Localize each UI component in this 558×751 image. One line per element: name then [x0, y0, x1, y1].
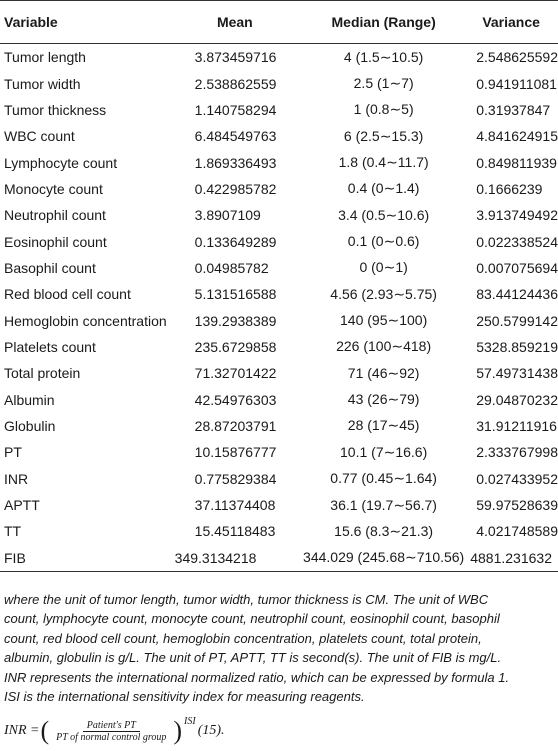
cell-mean: 5.131516588 [194, 286, 277, 303]
cell-variable: Platelets count [4, 338, 96, 355]
cell-variance: 4.841624915 [476, 128, 558, 145]
cell-median-range: 15.6 (8.3∼21.3) [334, 522, 434, 539]
column-header-variable: Variable [0, 1, 167, 44]
table-row [0, 545, 558, 572]
cell-mean: 28.87203791 [194, 417, 277, 434]
column-header-median-range: Median (Range) [303, 1, 464, 44]
cell-mean: 42.54976303 [194, 391, 277, 408]
cell-variance: 0.941911081 [476, 75, 557, 92]
cell-variable: Lymphocyte count [4, 154, 118, 171]
footnote-line: INR represents the international normalized ratio, which can be expressed by formula 1. [4, 669, 510, 685]
cell-variance: 83.44124436 [476, 286, 558, 303]
table-row [0, 202, 558, 228]
cell-variance: 29.04870232 [476, 391, 558, 408]
cell-variance: 0.007075694 [476, 259, 558, 276]
cell-variance: 2.548625592 [476, 49, 558, 66]
cell-variance: 0.849811939 [476, 154, 557, 171]
cell-variance: 31.91211916 [476, 417, 557, 434]
cell-variance: 2.333767998 [476, 444, 558, 461]
footnote-line: albumin, globulin is g/L. The unit of PT, APTT, TT is second(s). The unit of FIB is mg/L. [4, 650, 502, 666]
table-row [0, 386, 558, 412]
table-row [0, 492, 558, 518]
cell-variance: 0.027433952 [476, 470, 558, 487]
table-footnote [4, 590, 554, 706]
cell-median-range: 344.029 (245.68∼710.56) [303, 545, 464, 572]
cell-variance: 4881.231632 [464, 545, 558, 572]
cell-variance: 3.913749492 [476, 207, 558, 224]
cell-median-range: 3.4 (0.5∼10.6) [338, 206, 430, 223]
cell-variance: 5328.859219 [476, 338, 558, 355]
cell-median-range: 36.1 (19.7∼56.7) [330, 496, 437, 513]
cell-variable: FIB [0, 545, 167, 572]
cell-median-range: 4 (1.5∼10.5) [343, 48, 424, 65]
table-body [0, 44, 558, 572]
table-row [0, 439, 558, 465]
cell-mean: 0.04985782 [194, 259, 269, 276]
formula-denominator: PT of normal control group [56, 731, 167, 743]
cell-median-range: 140 (95∼100) [340, 312, 428, 329]
cell-mean: 0.133649289 [194, 233, 277, 250]
table-row [0, 360, 558, 386]
cell-mean: 10.15876777 [194, 444, 277, 461]
cell-median-range: 0.77 (0.45∼1.64) [330, 470, 437, 487]
table-row [0, 307, 558, 333]
cell-median-range: 4.56 (2.93∼5.75) [330, 285, 437, 302]
table-row [0, 44, 558, 71]
cell-median-range: 43 (26∼79) [347, 391, 420, 408]
cell-variable: WBC count [4, 128, 75, 145]
cell-variable: Red blood cell count [4, 286, 131, 303]
cell-variance: 0.022338524 [476, 233, 558, 250]
cell-median-range: 10.1 (7∼16.6) [340, 443, 428, 460]
footnote-line: count, lymphocyte count, monocyte count, neutrophil count, eosinophil count, basophil [4, 611, 500, 627]
cell-mean: 15.45118483 [194, 523, 276, 540]
cell-variable: APTT [4, 497, 40, 514]
cell-variable: Tumor thickness [4, 101, 107, 118]
cell-mean: 0.775829384 [194, 470, 277, 487]
table-row [0, 413, 558, 439]
cell-variable: Neutrophil count [4, 207, 106, 224]
inr-formula [4, 716, 225, 746]
cell-median-range: 6 (2.5∼15.3) [343, 127, 424, 144]
cell-mean: 3.873459716 [194, 49, 277, 66]
cell-mean: 349.3134218 [167, 545, 303, 572]
column-header-mean: Mean [167, 1, 303, 44]
table-row [0, 466, 558, 492]
formula-numerator: Patient's PT [83, 720, 140, 732]
cell-variance: 59.97528639 [476, 497, 558, 514]
cell-variable: TT [4, 523, 22, 540]
left-parenthesis: ( [40, 716, 50, 745]
cell-mean: 37.11374408 [194, 497, 276, 514]
cell-variable: Basophil count [4, 259, 96, 276]
table-row [0, 149, 558, 175]
cell-variable: PT [4, 444, 22, 461]
cell-variance: 0.31937847 [476, 101, 551, 118]
footnote-line: count, red blood cell count, hemoglobin concentration, platelets count, total protein, [4, 630, 482, 646]
cell-mean: 1.869336493 [194, 154, 277, 171]
cell-median-range: 0.1 (0∼0.6) [347, 233, 420, 250]
cell-mean: 0.422985782 [194, 180, 277, 197]
cell-mean: 6.484549763 [194, 128, 277, 145]
cell-variance: 0.1666239 [476, 180, 543, 197]
cell-mean: 3.8907109 [194, 207, 261, 224]
cell-median-range: 226 (100∼418) [336, 338, 432, 355]
cell-median-range: 2.5 (1∼7) [353, 75, 414, 92]
cell-variable: Hemoglobin concentration [4, 312, 167, 329]
cell-variable: INR [4, 470, 29, 487]
cell-mean: 139.2938389 [194, 312, 277, 329]
cell-median-range: 71 (46∼92) [347, 364, 420, 381]
right-parenthesis: ) [173, 716, 183, 745]
cell-median-range: 1 (0.8∼5) [353, 101, 414, 118]
table-row [0, 228, 558, 254]
table-row [0, 97, 558, 123]
cell-variable: Total protein [4, 365, 81, 382]
cell-median-range: 1.8 (0.4∼11.7) [338, 154, 429, 171]
cell-variance: 250.5799142 [476, 312, 558, 329]
cell-variable: Globulin [4, 417, 56, 434]
cell-variable: Albumin [4, 391, 55, 408]
cell-median-range: 0 (0∼1) [359, 259, 408, 276]
cell-variance: 4.021748589 [476, 523, 558, 540]
header-row [0, 1, 558, 44]
cell-median-range: 28 (17∼45) [347, 417, 420, 434]
cell-mean: 235.6729858 [194, 338, 277, 355]
column-header-variance: Variance [464, 1, 558, 44]
cell-mean: 1.140758294 [194, 101, 277, 118]
cell-variable: Tumor length [4, 49, 86, 66]
table-row [0, 123, 558, 149]
footnote-line: where the unit of tumor length, tumor width, tumor thickness is CM. The unit of WBC [4, 592, 489, 607]
formula-exponent: ISI [184, 715, 196, 727]
table-row [0, 176, 558, 202]
cell-variable: Eosinophil count [4, 233, 107, 250]
formula-reference: (15). [197, 723, 225, 738]
cell-mean: 71.32701422 [194, 365, 277, 382]
cell-variance: 57.49731438 [476, 365, 558, 382]
table-row [0, 70, 558, 96]
formula-lhs: INR = [4, 723, 40, 738]
table-row [0, 518, 558, 544]
cell-median-range: 0.4 (0∼1.4) [347, 180, 420, 197]
cell-variable: Monocyte count [4, 180, 103, 197]
footnote-line: ISI is the international sensitivity index for measuring reagents. [4, 689, 365, 705]
cell-mean: 2.538862559 [194, 75, 277, 92]
table-row [0, 281, 558, 307]
table-row [0, 255, 558, 281]
table-row [0, 334, 558, 360]
formula-fraction [52, 720, 170, 743]
cell-variable: Tumor width [4, 75, 81, 92]
